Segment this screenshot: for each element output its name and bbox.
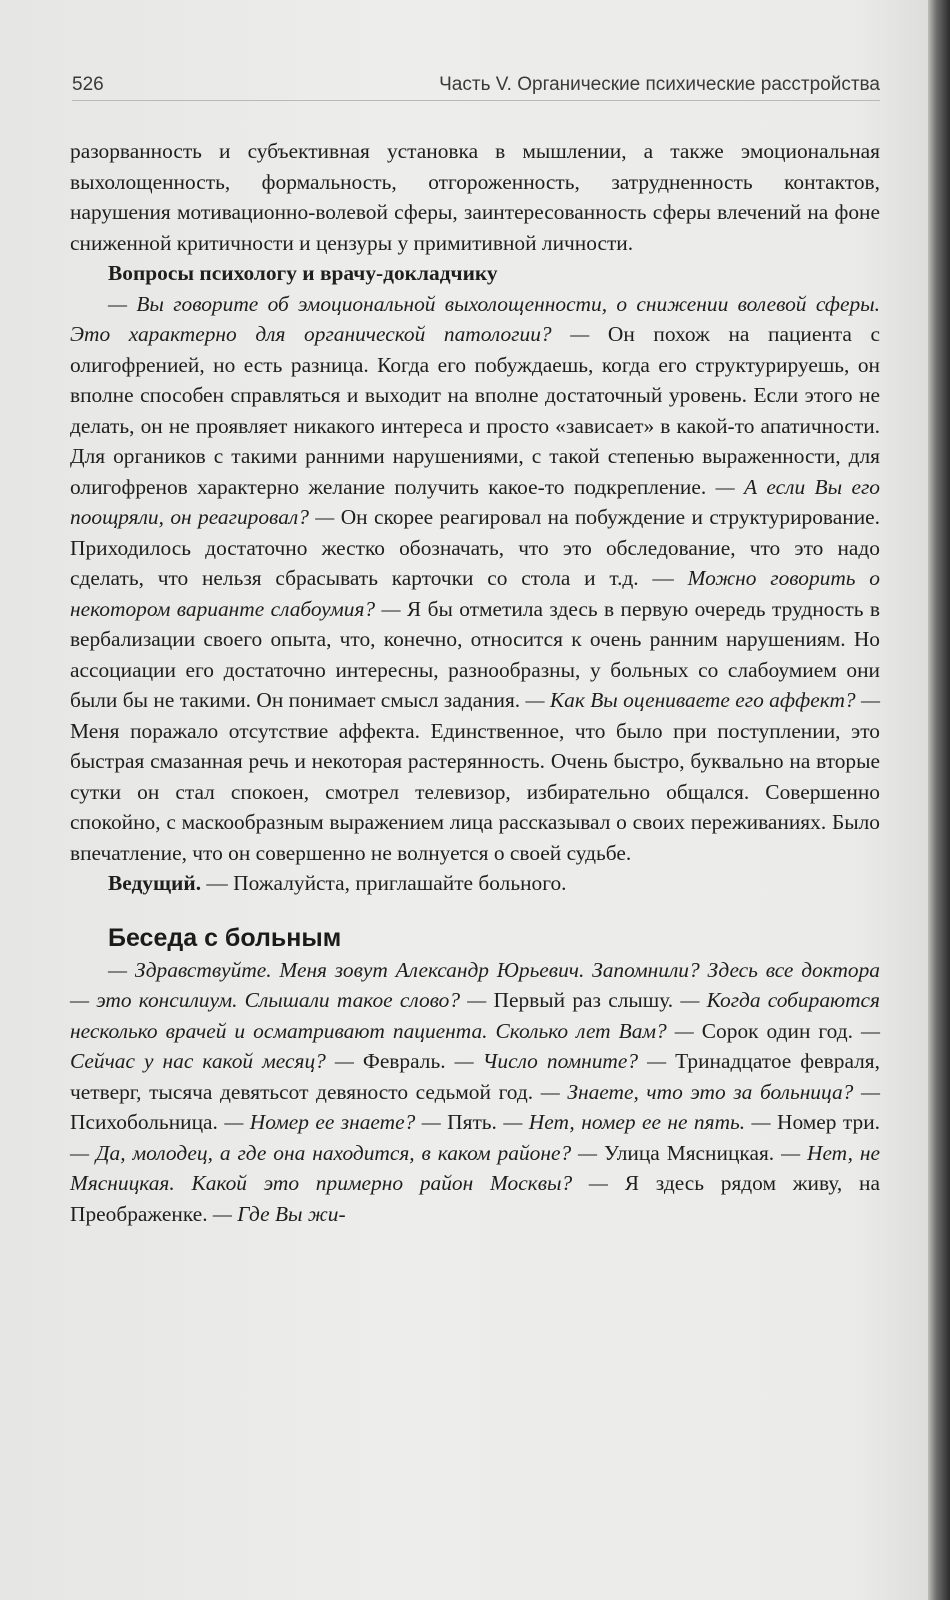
answer-text: Психобольница. [70, 1110, 225, 1134]
header-rule [72, 100, 880, 101]
question-text: — Здравствуйте. Меня зовут Александр Юрьевич. Запомнили? Здесь все доктора — это консилиум. Слышали такое слово? — [70, 957, 880, 1012]
question-text: — Нет, номер ее не пять. — [503, 1110, 771, 1134]
speaker-label: Ведущий. [108, 871, 202, 895]
answer-text: Я бы отметила здесь в первую очередь трудность в вербализации своего опыта, что, конечно, относится к очень ранним нарушениям. Но ассоциации его достаточно интересны, разнообразны, у больных со слабоумием они были бы не такими. Он понимает смысл задания. [70, 596, 880, 712]
answer-text: Февраль. [353, 1049, 455, 1073]
paragraph-continuation: разорванность и субъективная установка в мышлении, а также эмоциональная выхолощенность, формальность, отгороженность, затрудненность контактов, нарушения мотивационно-волевой сферы, заинтересованность сферы влечений на фоне сниженной критичности и цензуры у примитивной личности. [70, 139, 880, 255]
answer-text: Тринадцатое февраля, четверг, тысяча девятьсот девяносто седьмой год. [70, 1049, 880, 1104]
question-text: — Где Вы жи- [212, 1201, 346, 1226]
page-header [72, 70, 880, 100]
question-text: — Номер ее знаете? — [224, 1110, 441, 1134]
answer-text: Меня поражало отсутствие аффекта. Единственное, что было при поступлении, это быстрая смазанная речь и некоторая растерянность. Очень быстро, буквально на вторые сутки он стал спокоен, смотрел телевизор, избирательно общался. Совершенно спокойно, с маскообразным выражением лица рассказывал о своих переживаниях. Было впечатление, что он совершенно не волнуется о своей судьбе. [70, 718, 880, 865]
question-text: — Да, молодец, а где она находится, в каком районе? — [70, 1140, 598, 1165]
question-text: — А если Вы его поощряли, он реагировал? — [70, 474, 881, 529]
question-text: Можно говорить о некотором варианте слабоумия? — [70, 566, 880, 621]
question-text: — Нет, не Мясницкая. Какой это примерно район Москвы? — [70, 1140, 881, 1195]
question-text: — Вы говорите об эмоциональной выхолощенности, о снижении волевой сферы. Это характерно для органической патологии? — [70, 291, 880, 346]
answer-text: Улица Мясницкая. [597, 1140, 782, 1165]
answer-text: Он скорее реагировал на побуждение и структурирование. Приходилось достаточно жестко обозначать, что это обследование, что это надо сделать, что нельзя сбрасывать карточки со стола и т.д. — [70, 505, 880, 590]
page-body [70, 136, 880, 1229]
answer-text: Первый раз слышу. [486, 988, 681, 1012]
questions-heading: Вопросы психологу и врачу-докладчику [108, 261, 498, 285]
question-text: — Сейчас у нас какой месяц? — [70, 1018, 881, 1073]
question-text: — Число помните? — [454, 1049, 667, 1073]
page-number: 526 [72, 74, 104, 95]
page-edge-shadow [928, 0, 950, 1600]
lead-paragraph [70, 868, 880, 899]
questions-paragraph [70, 289, 880, 869]
question-text: — Как Вы оцениваете его аффект? — [525, 688, 880, 712]
question-text: — Когда собираются несколько врачей и осматривают пациента. Сколько лет Вам? — [70, 988, 880, 1043]
answer-text: Пять. [440, 1110, 504, 1134]
dialogue-paragraph [70, 955, 880, 1230]
answer-text: Он похож на пациента с олигофренией, но есть разница. Когда его побуждаешь, когда его структурируешь, он вполне способен справляться и выходит на вполне достаточный уровень. Если этого не делать, он не проявляет никакого интереса и просто «зависает» в какой-то апатичности. Для органиков с такими ранними нарушениями, с такой степенью выраженности, для олигофренов характерно желание получить какое-то подкрепление. [70, 322, 880, 499]
section-title: Беседа с больным [108, 923, 342, 952]
answer-text: Номер три. [770, 1110, 880, 1134]
speaker-text: — Пожалуйста, приглашайте больного. [201, 871, 567, 895]
question-text: — Знаете, что это за больница? — [540, 1079, 880, 1104]
answer-text: Я здесь рядом живу, на Преображенке. [70, 1171, 880, 1226]
running-title: Часть V. Органические психические расстройства [439, 74, 880, 95]
answer-text: Сорок один год. [693, 1018, 861, 1043]
